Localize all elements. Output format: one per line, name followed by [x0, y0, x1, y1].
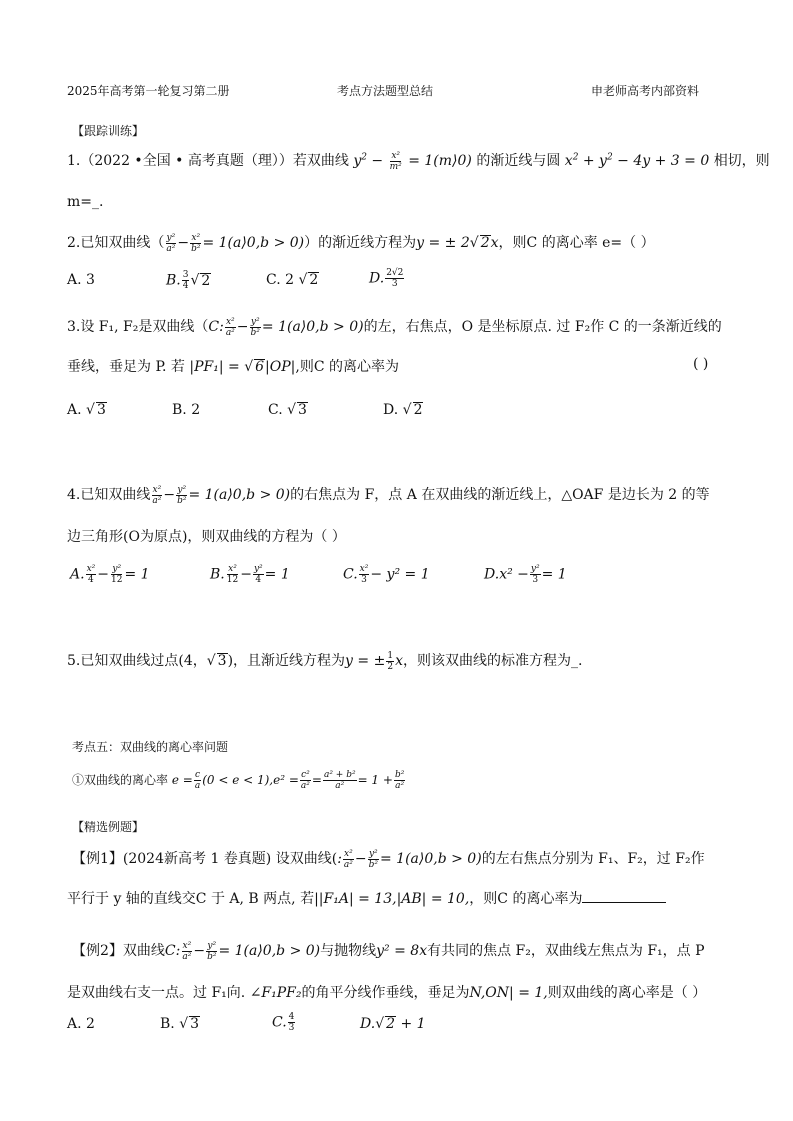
- question-3-option-a: A. √ 3: [67, 402, 106, 418]
- question-5: 5.已知双曲线过点(4，√ 3)，且渐近线方程为y = ± $\frac{1}{2}$ x，则该双曲线的标准方程为_.: [67, 650, 583, 672]
- question-4-line2: 边三角形(O为原点)，则双曲线的方程为（ ）: [67, 529, 346, 545]
- example-1-line2: 平行于 y 轴的直线交C 于 A, B 两点, 若||F₁A| = 13,|AB| = 10,，则C 的离心率为: [67, 888, 666, 908]
- header-center: 考点方法题型总结: [337, 84, 434, 98]
- question-2: 2.已知双曲线（ $\frac{\text{y²}}{\text{a²}}$ − $\frac{\text{x²}}{\text{b²}}$ = 1(a⟩0,b > 0)）的渐近线方程为y = ± 2√ 2x，则C 的离心率 e=（ ）: [67, 232, 655, 254]
- example-2-option-d: D.√ 2 + 1: [360, 1016, 426, 1032]
- question-3-option-d: D. √ 2: [383, 402, 423, 418]
- example-2-option-c: C. $\frac{4}{3}$: [272, 1012, 295, 1033]
- question-4-option-b: B. $\frac{\text{x²}}{12}$ − $\frac{\text{y²}}{4}$ = 1: [210, 564, 290, 585]
- question-3: 3.设 F₁, F₂是双曲线（C: $\frac{\text{x²}}{\text{a²}}$ − $\frac{\text{y²}}{\text{b²}}$ = 1(a⟩0,b > 0)的左，右焦点，O 是坐标原点. 过 F₂作 C 的一条渐近线的: [67, 316, 722, 338]
- section-title-examples: 【精选例题】: [72, 820, 145, 834]
- answer-blank[interactable]: [582, 890, 666, 903]
- question-3-answer-paren: ( ): [693, 356, 709, 372]
- question-1-line2: m=_.: [67, 194, 104, 210]
- question-2-option-c: C. 2 √ 2: [266, 272, 319, 288]
- example-2-line2: 是双曲线右支一点。过 F₁向. ∠F₁PF₂的角平分线作垂线，垂足为N,ON| = 1,则双曲线的离心率是（ ）: [67, 985, 707, 1001]
- question-4: 4.已知双曲线 $\frac{\text{x²}}{\text{a²}}$ − $\frac{\text{y²}}{\text{b²}}$ = 1(a⟩0,b > 0)的右焦点为 F，点 A 在双曲线的渐近线上，△OAF 是边长为 2 的等: [67, 484, 710, 506]
- section-title-tracking: 【跟踪训练】: [72, 124, 145, 138]
- question-3-option-c: C. √ 3: [268, 402, 307, 418]
- section-title-eccentricity: 考点五：双曲线的离心率问题: [72, 740, 229, 754]
- question-2-option-d: D. $\frac{2√2}{3}$: [369, 268, 404, 289]
- question-3-line2: 垂线，垂足为 P. 若 |PF₁| = √ 6|OP|,则C 的离心率为: [67, 359, 400, 375]
- example-2: 【例2】双曲线C: $\frac{\text{x²}}{\text{a²}}$ − $\frac{\text{y²}}{\text{b²}}$ = 1(a⟩0,b > 0)与抛物线y² = 8x有共同的焦点 F₂，双曲线左焦点为 F₁，点 P: [72, 940, 705, 962]
- example-2-option-a: A. 2: [67, 1016, 95, 1032]
- example-1: 【例1】(2024新高考 1 卷真题) 设双曲线(: $\frac{\text{x²}}{\text{a²}}$ − $\frac{\text{y²}}{\text{b²}}$ = 1(a⟩0,b > 0)的左右焦点分别为 F₁、F₂，过 F₂作: [72, 848, 705, 870]
- header-right: 申老师高考内部资料: [591, 84, 700, 98]
- question-4-option-d: D.x² − $\frac{\text{y²}}{3}$ = 1: [484, 564, 567, 585]
- question-2-option-a: A. 3: [67, 272, 95, 288]
- eccentricity-formula: ①双曲线的离心率 e = $\frac{c}{a}$ (0 < e < 1),e² = $\frac{\text{c²}}{\text{a²}}$ = $\frac{\text{a² + b²}}{\text{a²}}$ = 1 + $\frac{\text{b²}}{\text{a²}}$: [72, 770, 405, 791]
- question-4-option-c: C. $\frac{\text{x²}}{3}$ − y² = 1: [343, 564, 430, 585]
- question-1: 1.（2022 •全国 • 高考真题（理））若双曲线 $y^2$ − $\frac{\text{x²}}{\text{m²}}$ = 1(m⟩0) 的渐近线与圆 $x^2 + y^2 - 4y + 3 = 0$ 相切，则: [67, 150, 770, 172]
- question-2-option-b: B. $\frac{3}{4}$ √ 2: [166, 270, 211, 291]
- question-3-option-b: B. 2: [172, 402, 201, 418]
- question-4-option-a: A. $\frac{\text{x²}}{4}$ − $\frac{\text{y²}}{12}$ = 1: [70, 564, 150, 585]
- header-left: 2025年高考第一轮复习第二册: [67, 84, 230, 98]
- example-2-option-b: B. √ 3: [160, 1016, 200, 1032]
